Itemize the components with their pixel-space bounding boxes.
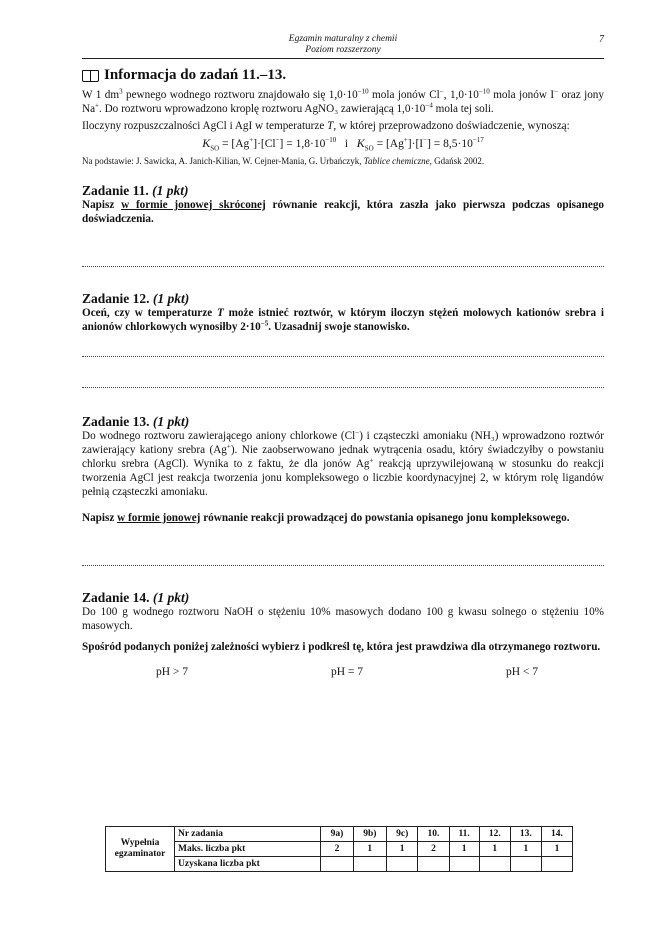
obtained-points-cell[interactable]	[510, 857, 541, 872]
answer-line[interactable]	[82, 356, 604, 357]
header-level: Poziom rozszerzony	[305, 45, 381, 55]
task-14-instruction: Spośród podanych poniżej zależności wybierz i podkreśl tę, która jest prawdziwa dla otrzymanego roztworu.	[82, 641, 601, 653]
task-11-title: Zadanie 11. (1 pkt)	[82, 183, 189, 198]
obtained-points-cell[interactable]	[541, 857, 572, 872]
task-number-cell: 9b)	[353, 827, 386, 842]
header-rule	[82, 58, 604, 59]
info-paragraph-1: W 1 $dm^3$ pewnego wodnego roztworu znajdowało się $1,0\cdot 10^{-10}$ mola jonów Cl−, $1,0\cdot 10^{-10}$ mola jonów I− oraz jony Na+. Do roztworu wprowadzono kroplę roztworu AgNO₃ zawierającą $1,0\cdot 10^{-4}$ mola tej soli.	[82, 87, 604, 115]
book-icon	[82, 70, 99, 82]
obtained-points-cell[interactable]	[449, 857, 479, 872]
obtained-points-cell[interactable]	[353, 857, 386, 872]
exam-page	[82, 34, 604, 678]
ph-options	[82, 666, 604, 678]
max-points-cell: 1	[479, 842, 510, 857]
max-points-cell: 2	[418, 842, 449, 857]
task-12-title: Zadanie 12. (1 pkt)	[82, 291, 190, 306]
task-number-cell: 11.	[449, 827, 479, 842]
task-number-cell: 9c)	[386, 827, 418, 842]
ph-option-equal[interactable]: pH = 7	[330, 666, 364, 678]
answer-line[interactable]	[82, 565, 604, 566]
source-citation: Na podstawie: J. Sawicka, A. Janich-Kilian, W. Cejner-Mania, G. Urbańczyk, Tablice chemiczne, Gdańsk 2002.	[82, 156, 485, 166]
score-table-side-label: Wypełnia egzaminator	[106, 827, 175, 872]
ph-option-greater[interactable]: pH > 7	[156, 666, 189, 678]
row-label-obtained-points: Uzyskana liczba pkt	[175, 857, 321, 872]
task-number-cell: 12.	[479, 827, 510, 842]
answer-line[interactable]	[82, 387, 604, 388]
obtained-points-cell[interactable]	[386, 857, 418, 872]
task-11-instruction: Napisz w formie jonowej skróconej równanie reakcji, która zaszła jako pierwsza podczas opisanego doświadczenia.	[82, 199, 605, 225]
ph-option-less[interactable]: pH < 7	[505, 666, 538, 678]
task-13-title: Zadanie 13. (1 pkt)	[82, 414, 190, 429]
info-heading	[82, 67, 604, 84]
task-13-description: Do wodnego roztworu zawierającego aniony chlorkowe (Cl−) i cząsteczki amoniaku (NH₃) wprowadzono roztwór zawierający kationy srebra (Ag+). Nie zaobserwowano jednak wytrącenia osadu, który świadczyłby o powstaniu chlorku srebra (AgCl). Wynika to z faktu, że dla jonów Ag+ reakcją uprzywilejowaną w stosunku do reakcji tworzenia AgCl jest reakcja tworzenia jonu kompleksowego o liczbie koordynacyjnej 2, w którym rolę ligandów pełnią cząsteczki amoniaku.	[82, 428, 604, 498]
page-number: 7	[599, 34, 604, 45]
obtained-points-cell[interactable]	[321, 857, 353, 872]
obtained-points-cell[interactable]	[479, 857, 510, 872]
max-points-cell: 1	[353, 842, 386, 857]
task-14-title: Zadanie 14. (1 pkt)	[82, 590, 190, 605]
max-points-cell: 1	[449, 842, 479, 857]
max-points-cell: 1	[541, 842, 572, 857]
task-number-cell: 13.	[510, 827, 541, 842]
task-number-cell: 14.	[541, 827, 572, 842]
max-points-cell: 2	[321, 842, 353, 857]
row-label-task-number: Nr zadania	[175, 827, 321, 842]
task-14-description: Do 100 g wodnego roztworu NaOH o stężeniu 10% masowych dodano 100 g kwasu solnego o stężeniu 10% masowych.	[82, 606, 604, 632]
task-number-cell: 10.	[418, 827, 449, 842]
task-12-instruction: Oceń, czy w temperaturze T może istnieć roztwór, w którym iloczyn stężeń molowych kationów srebra i anionów chlorkowych wynosiłby $2\cdot 10^{-5}$. Uzasadnij swoje stanowisko.	[82, 307, 604, 333]
solubility-product-formula: $K_{SO} = [Ag^+]\cdot[Cl^-] = 1,8\cdot 10^{-10}$ i $K_{SO} = [Ag^+]\cdot[I^-] = 8,5\cdot 10^{-17}$	[202, 136, 484, 153]
answer-line[interactable]	[82, 266, 604, 267]
task-number-cell: 9a)	[321, 827, 353, 842]
info-title: Informacja do zadań 11.–13.	[104, 67, 287, 83]
max-points-cell: 1	[510, 842, 541, 857]
task-13-instruction: Napisz w formie jonowej równanie reakcji prowadzącej do powstania opisanego jonu kompleksowego.	[82, 512, 570, 524]
score-table	[105, 826, 573, 872]
header-exam-title: Egzamin maturalny z chemii	[288, 34, 398, 44]
obtained-points-cell[interactable]	[418, 857, 449, 872]
page-header	[82, 34, 604, 56]
info-paragraph-2: Iloczyny rozpuszczalności AgCl i AgI w temperaturze T, w której przeprowadzono doświadczenie, wynoszą:	[82, 120, 570, 132]
max-points-cell: 1	[386, 842, 418, 857]
row-label-max-points: Maks. liczba pkt	[175, 842, 321, 857]
